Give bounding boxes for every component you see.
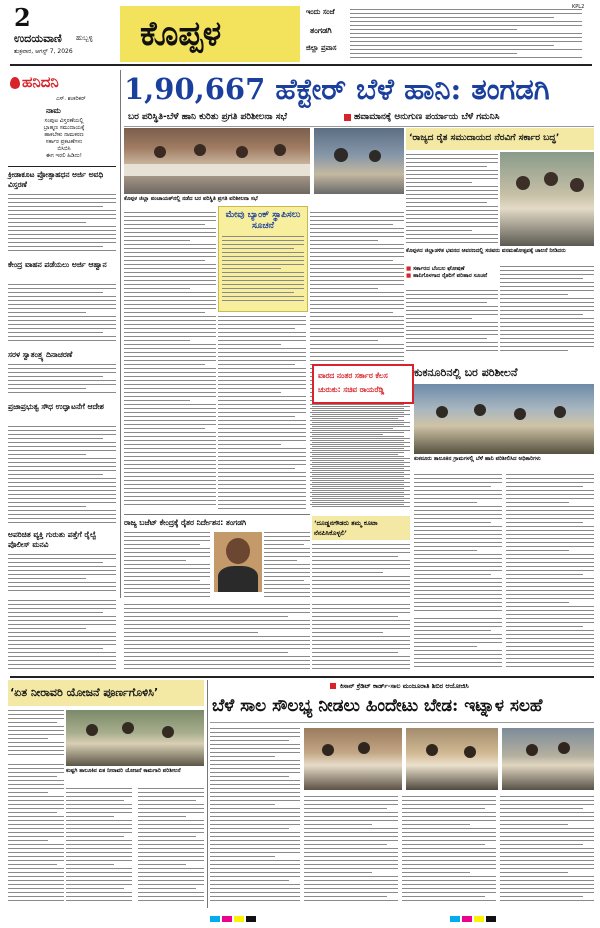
- poem-title: ನಾಮ: [46, 106, 61, 115]
- registration-mark: [474, 916, 484, 922]
- bottom-right-headline: ಬೆಳೆ ಸಾಲ ಸೌಲಭ್ಯ ನೀಡಲು ಹಿಂದೇಟು ಬೇಡ: ಇಟ್ನಾಳ ಸಲಹೆ: [212, 696, 543, 716]
- poem-line: ಬಿಸಿಬಿಸಿ: [57, 146, 71, 152]
- bottom-left-body: [8, 710, 64, 760]
- bottom-right-photo-1: [304, 728, 402, 790]
- bottom-left-headline: ‘ಏತ ನೀರಾವರಿ ಯೋಜನೆ ಪೂರ್ಣಗೊಳಿಸಿ’: [10, 686, 159, 699]
- square-bullet-icon: [330, 683, 336, 689]
- poem-line: ಈಗ ಇರಲಿ ಹಿಡಿದು!: [46, 153, 82, 159]
- bullet-item: ■ ಸರ್ಕಾರದ ಬೆಂಬಲ ಘೋಷಣೆ: [406, 266, 465, 272]
- lead-photo: [124, 128, 310, 194]
- middle-headline: ‘ದೂಡ್ಡನಗೌಡರು ತಮ್ಮ ಕೂಟಾ ನೆನಪಿಸಿಕೊಳ್ಳಲಿ’: [314, 519, 378, 537]
- portrait-photo: [214, 532, 262, 592]
- bottom-right-body: [210, 728, 300, 906]
- story-headline: ಕ್ರೀಡಾಕೂಟ ಪ್ರೋತ್ಸಾಹಧನ ಅರ್ಜಿ ಅವಧಿ ವಿಸ್ತರಣೆ: [8, 170, 104, 189]
- right-story-photo: [500, 152, 594, 246]
- registration-mark: [222, 916, 232, 922]
- middle-body: [312, 604, 410, 672]
- bottom-right-photo-2: [406, 728, 498, 790]
- kukanur-body: [414, 474, 502, 614]
- bottom-left-photo: [66, 710, 204, 766]
- middle-body: [312, 544, 410, 600]
- inset-body: [124, 604, 310, 672]
- kukanur-caption: ಕುಕನೂರು ತಾಲೂಕಿನ ಗ್ರಾಮಗಳಲ್ಲಿ ಬೆಳೆ ಹಾನಿ ಪರಿಶೀಲಿಸಿದ ಅಧಿಕಾರಿಗಳು: [414, 456, 541, 462]
- promo-text: [350, 9, 582, 63]
- lead-caption: ಕೊಪ್ಪಳ ಜಿಲ್ಲಾ ಪಂಚಾಯತ್‌ನಲ್ಲಿ ನಡೆದ ಬರ ಪರಿಸ್ಥಿತಿ ಪ್ರಗತಿ ಪರಿಶೀಲನಾ ಸಭೆ: [124, 196, 258, 202]
- inset-body: [264, 532, 310, 600]
- poem-line: ಸಂಪುಟ ವಿಸ್ತರಣೆಯಲ್ಲಿ: [44, 118, 84, 124]
- bottom-left-body: [138, 788, 204, 906]
- box-body: [222, 236, 304, 306]
- bottom-left-body: [66, 788, 132, 906]
- registration-mark: [234, 916, 244, 922]
- lead-headline: 1,90,667 ಹೆಕ್ಟೇರ್ ಬೆಳೆ ಹಾನಿ: ತಂಗಡಗಿ: [124, 72, 550, 106]
- middle-body: [312, 406, 410, 512]
- bottom-right-body: [402, 796, 496, 906]
- story-body: [8, 554, 116, 598]
- promo-label: ಇಂದು ಸಂಜೆ: [306, 8, 335, 16]
- date-line: ಶುಕ್ರವಾರ, ಆಗಸ್ಟ್ 7, 2026: [14, 48, 73, 55]
- brand-name: ಹನಿದನಿ: [22, 73, 59, 91]
- promo-label: ತಂಗಡಗಿ: [310, 26, 332, 35]
- edition-tag: ಹುಬ್ಬಳ್ಳಿ: [76, 34, 93, 42]
- registration-mark: [462, 916, 472, 922]
- story-body: [8, 284, 116, 344]
- lead-subhead: ಹವಾಮಾನಕ್ಕೆ ಅನುಗುಣ ಪರ್ಯಾಯ ಬೆಳೆ ಗಮನಿಸಿ: [354, 112, 500, 122]
- box-title: ಮೇವು ಬ್ಯಾಂಕ್ ಸ್ಥಾಪಿಸಲು ಸೂಚನೆ: [225, 210, 301, 231]
- red-box-line: ಚುರುಕು: ಸಚಿವ ರಾಯರೆಡ್ಡಿ: [318, 385, 385, 394]
- story-headline: ಸರಳ ಸ್ವಾತಂತ್ರ್ಯ ದಿನಾಚರಣೆ: [8, 350, 73, 359]
- story-body: [8, 364, 116, 398]
- poem-line: ಬ್ರಾಹ್ಮಣ ಸಮುದಾಯಕ್ಕೆ: [43, 125, 85, 131]
- bottom-right-body: [500, 796, 594, 906]
- bullet-list: [406, 266, 496, 280]
- registration-mark: [246, 916, 256, 922]
- poem: [12, 118, 116, 160]
- sidebar: [8, 70, 118, 598]
- inset-body: [124, 532, 210, 600]
- page-code: KPL2: [572, 4, 585, 10]
- right-story-body: [406, 154, 498, 246]
- poem-line: ಹಾಕಬೇಕು ನಾಮಕರಣ: [44, 132, 84, 138]
- lead-subhead: ಬರ ಪರಿಸ್ಥಿತಿ-ಬೆಳೆ ಹಾನಿ ಕುರಿತು ಪ್ರಗತಿ ಪರಿಶೀಲನಾ ಸಭೆ: [128, 112, 287, 122]
- lead-body: [124, 212, 216, 512]
- bottom-left-body: [8, 764, 64, 906]
- kukanur-photo: [414, 384, 594, 454]
- right-story-caption: ಕೊಪ್ಪಳದ ಜಿಲ್ಲಾಡಳಿತ ಭವನದ ಆವರಣದಲ್ಲಿ ಸಚಿವರು ವನಮಹೋತ್ಸವಕ್ಕೆ ಚಾಲನೆ ನೀಡಿದರು: [406, 248, 566, 254]
- right-story-headline: ‘ರಾಜ್ಯದ ರೈತ ಸಮುದಾಯದ ನೆರವಿಗೆ ಸರ್ಕಾರ ಬದ್ಧ’: [409, 133, 560, 143]
- bullet-item: ■ ಹಾನಿಗೊಳಗಾದ ರೈತರಿಗೆ ಪರಿಹಾರ ಸೂಚನೆ: [406, 273, 488, 279]
- red-box-line: ವಾರದ ನಂತರ ಸರ್ಕಾರ ಕೆಲಸ: [318, 371, 388, 380]
- page-number: 2: [14, 3, 31, 32]
- lead-photo-2: [314, 128, 404, 194]
- story-body: [8, 426, 116, 526]
- story-headline: ಕೇಂದ್ರ ವಾಹನ ಪಡೆಯಲು ಅರ್ಜಿ ಆಹ್ವಾನ: [8, 260, 107, 269]
- sidebar-body: [8, 600, 116, 672]
- lead-body: [218, 316, 306, 512]
- hani-dani-logo: [8, 72, 78, 94]
- registration-mark: [210, 916, 220, 922]
- bottom-right-body: [304, 796, 398, 906]
- story-body: [8, 194, 116, 254]
- paper-name: ಉದಯವಾಣಿ: [14, 32, 62, 45]
- bottom-left-caption: ಕುಷ್ಟಗಿ ತಾಲೂಕಿನ ಏತ ನೀರಾವರಿ ಯೋಜನೆ ಕಾಮಗಾರಿ ಪರಿಶೀಲನೆ: [66, 768, 181, 774]
- byline: ಎಸ್. ಶಂಕರಿಕರ್: [56, 96, 86, 102]
- bottom-right-photo-3: [502, 728, 594, 790]
- promo-label: ಜಿಲ್ಲಾ ಪ್ರವಾಸ: [306, 44, 337, 52]
- square-bullet-icon: [344, 114, 351, 121]
- bottom-kicker: ಕಿಸಾನ್ ಕ್ರೆಡಿಟ್ ಕಾರ್ಡ್-ಸಾಲ ಮಂಜೂರಾತಿ ಶಿಬಿರ ಆಯೋಜಿಸಿ: [340, 682, 469, 690]
- red-quote-box: [312, 364, 414, 404]
- drop-icon: [10, 77, 20, 89]
- kukanur-body: [506, 474, 594, 670]
- district-title: ಕೊಪ್ಪಳ: [140, 14, 222, 54]
- poem-line: ಸರ್ಕಾರ ಪ್ರಕಟಣೆಗಳು: [45, 139, 83, 145]
- story-headline: ಪ್ರಜಾಪ್ರಭುತ್ವ ಸೌಧ ಉದ್ಘಾಟನೆಗೆ ಆದೇಶ: [8, 402, 104, 411]
- right-story-body: [406, 290, 498, 354]
- registration-mark: [486, 916, 496, 922]
- story-headline: ಅಪರಿಚಿತ ವ್ಯಕ್ತಿ ಗುರುತು ಪತ್ತೆಗೆ ರೈಲ್ವೆ ಪೊಲೀಸ್ ಮನವಿ: [8, 530, 97, 549]
- inset-headline: ರಾಜ್ಯ ಬಜೆಟ್ ಕೇಂದ್ರಕ್ಕೆ ರೈತರ ನಿರ್ದೇಶನ: ತಂಗಡಗಿ: [124, 518, 247, 527]
- kukanur-body: [414, 618, 502, 670]
- registration-mark: [450, 916, 460, 922]
- kukanur-headline: ಕುಕನೂರಿನಲ್ಲಿ ಬರ ಪರಿಶೀಲನೆ: [414, 366, 518, 379]
- masthead: [0, 0, 600, 68]
- right-story-body: [500, 266, 594, 354]
